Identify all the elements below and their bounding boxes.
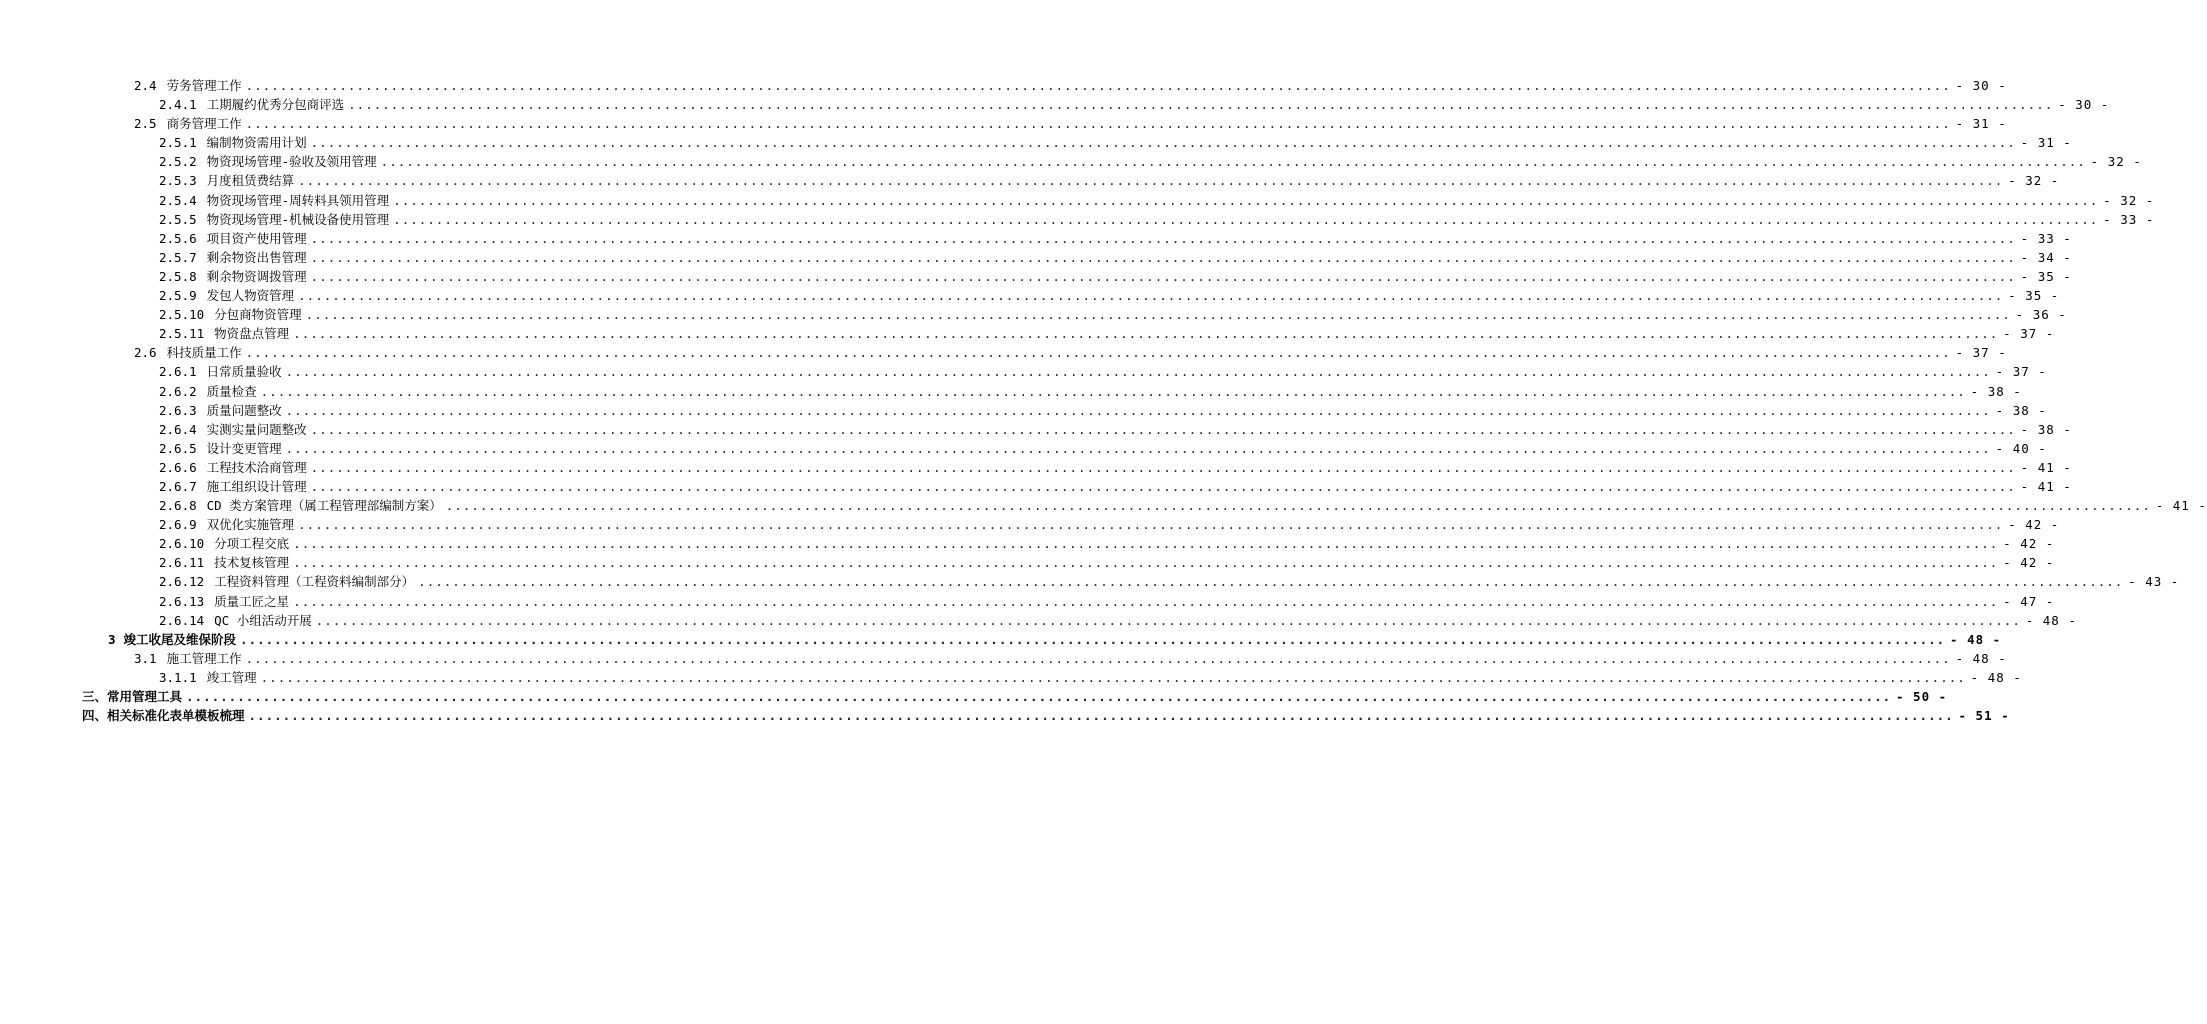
toc-entry[interactable]: [0, 572, 2180, 591]
toc-entry-number: 3: [108, 631, 116, 647]
dot-leader: ........................................................................................................................................................................................................: [445, 498, 2151, 514]
dot-leader: ........................................................................................................................................................................................................: [260, 669, 1966, 685]
toc-entry[interactable]: [0, 191, 2155, 210]
toc-entry[interactable]: [0, 534, 2055, 553]
toc-entry-title: 质量问题整改: [206, 402, 282, 418]
toc-entry-title: 物资现场管理-周转料具领用管理: [206, 192, 390, 208]
toc-entry-page-number: - 41 -: [2020, 478, 2072, 494]
toc-entry-page-number: - 42 -: [2003, 555, 2055, 571]
toc-entry-number: 2.6: [134, 345, 157, 361]
toc-entry[interactable]: [0, 630, 2002, 649]
toc-entry[interactable]: [0, 229, 2072, 248]
dot-leader: ........................................................................................................................................................................................................: [285, 440, 1991, 456]
dot-leader: ........................................................................................................................................................................................................: [315, 612, 2021, 628]
toc-entry-number: 2.5.9: [159, 288, 197, 304]
dot-leader: ........................................................................................................................................................................................................: [310, 421, 2016, 437]
toc-entry[interactable]: [0, 458, 2072, 477]
toc-entry-number: 2.5.11: [159, 326, 205, 342]
toc-entry-page-number: - 48 -: [1970, 669, 2022, 685]
toc-entry[interactable]: [0, 362, 2047, 381]
toc-entry-page-number: - 33 -: [2103, 211, 2155, 227]
toc-entry-title: 剩余物资调拨管理: [206, 268, 307, 284]
toc-entry-number: 2.6.1: [159, 364, 197, 380]
toc-entry-page-number: - 37 -: [1995, 364, 2047, 380]
toc-entry-page-number: - 32 -: [2090, 154, 2142, 170]
toc-entry-title: 设计变更管理: [206, 440, 282, 456]
toc-entry-number: 2.6.6: [159, 459, 197, 475]
toc-entry[interactable]: [0, 420, 2072, 439]
toc-entry-title: QC 小组活动开展: [214, 612, 312, 628]
dot-leader: ........................................................................................................................................................................................................: [240, 631, 1946, 647]
toc-entry-page-number: - 31 -: [2020, 135, 2072, 151]
toc-entry-number: 2.6.7: [159, 478, 197, 494]
toc-entry[interactable]: [0, 248, 2072, 267]
toc-entry-page-number: - 35 -: [2008, 288, 2060, 304]
toc-entry-page-number: - 30 -: [2058, 97, 2110, 113]
toc-entry-page-number: - 38 -: [1970, 383, 2022, 399]
toc-entry[interactable]: [0, 267, 2072, 286]
toc-entry-page-number: - 31 -: [1955, 116, 2007, 132]
toc-entry-number: 2.6.5: [159, 440, 197, 456]
dot-leader: ........................................................................................................................................................................................................: [260, 383, 1966, 399]
toc-entry[interactable]: [0, 76, 2007, 95]
toc-entry-page-number: - 40 -: [1995, 440, 2047, 456]
dot-leader: ........................................................................................................................................................................................................: [298, 288, 2004, 304]
toc-entry-page-number: - 32 -: [2103, 192, 2155, 208]
toc-entry-title: 分项工程交底: [214, 536, 290, 552]
dot-leader: ........................................................................................................................................................................................................: [248, 708, 1954, 724]
toc-entry-title: 物资现场管理-机械设备使用管理: [206, 211, 390, 227]
dot-leader: ........................................................................................................................................................................................................: [310, 249, 2016, 265]
toc-entry-title: 工程资料管理（工程资料编制部分）: [214, 574, 415, 590]
dot-leader: ........................................................................................................................................................................................................: [393, 211, 2099, 227]
toc-entry-title: 科技质量工作: [166, 345, 242, 361]
toc-entry-title: 质量工匠之星: [214, 593, 290, 609]
toc-entry-title: 技术复核管理: [214, 555, 290, 571]
dot-leader: ........................................................................................................................................................................................................: [293, 555, 1999, 571]
toc-entry-page-number: - 37 -: [1955, 345, 2007, 361]
toc-entry[interactable]: [0, 592, 2055, 611]
toc-entry-number: 3.1: [134, 650, 157, 666]
toc-entry-page-number: - 43 -: [2128, 574, 2180, 590]
toc-entry[interactable]: [0, 687, 1948, 706]
dot-leader: ........................................................................................................................................................................................................: [245, 650, 1951, 666]
toc-entry-title: 物资现场管理-验收及领用管理: [206, 154, 377, 170]
toc-entry-number: 2.5.1: [159, 135, 197, 151]
toc-entry-title: CD 类方案管理（属工程管理部编制方案）: [206, 498, 442, 514]
dot-leader: ........................................................................................................................................................................................................: [245, 345, 1951, 361]
toc-entry-page-number: - 50 -: [1896, 689, 1948, 704]
toc-entry-page-number: - 35 -: [2020, 268, 2072, 284]
toc-entry-title: 竣工管理: [206, 669, 257, 685]
toc-entry[interactable]: [0, 305, 2067, 324]
toc-entry[interactable]: [0, 496, 2207, 515]
dot-leader: ........................................................................................................................................................................................................: [310, 230, 2016, 246]
dot-leader: ........................................................................................................................................................................................................: [245, 116, 1951, 132]
table-of-contents: [0, 76, 2207, 725]
toc-entry-page-number: - 37 -: [2003, 326, 2055, 342]
toc-entry-page-number: - 48 -: [2025, 612, 2077, 628]
toc-entry[interactable]: [0, 95, 2110, 114]
toc-entry-title: 工程技术洽商管理: [206, 459, 307, 475]
toc-entry[interactable]: [0, 152, 2142, 171]
dot-leader: ........................................................................................................................................................................................................: [298, 517, 2004, 533]
toc-entry-title: 四、相关标准化表单模板梳理: [82, 708, 245, 724]
toc-entry-number: 2.6.14: [159, 612, 205, 628]
toc-entry[interactable]: [0, 171, 2060, 190]
toc-entry-page-number: - 32 -: [2008, 173, 2060, 189]
toc-entry-number: 2.5.8: [159, 268, 197, 284]
toc-entry[interactable]: [0, 210, 2155, 229]
toc-entry-title: 日常质量验收: [206, 364, 282, 380]
dot-leader: ........................................................................................................................................................................................................: [418, 574, 2124, 590]
toc-entry[interactable]: [0, 439, 2047, 458]
toc-entry-number: 2.4.1: [159, 97, 197, 113]
toc-entry-page-number: - 47 -: [2003, 593, 2055, 609]
dot-leader: ........................................................................................................................................................................................................: [305, 307, 2011, 323]
toc-entry-number: 2.6.2: [159, 383, 197, 399]
dot-leader: ........................................................................................................................................................................................................: [310, 135, 2016, 151]
toc-entry-number: 2.5.4: [159, 192, 197, 208]
dot-leader: ........................................................................................................................................................................................................: [310, 478, 2016, 494]
dot-leader: ........................................................................................................................................................................................................: [310, 268, 2016, 284]
toc-entry-title: 双优化实施管理: [206, 517, 295, 533]
dot-leader: ........................................................................................................................................................................................................: [380, 154, 2086, 170]
toc-entry-title: 分包商物资管理: [214, 307, 302, 323]
toc-entry-number: 2.6.11: [159, 555, 205, 571]
toc-entry-title: 三、常用管理工具: [82, 689, 183, 704]
toc-entry[interactable]: [0, 401, 2047, 420]
toc-entry-title: 月度租赁费结算: [206, 173, 295, 189]
toc-entry-number: 3.1.1: [159, 669, 197, 685]
toc-entry-title: 劳务管理工作: [166, 78, 242, 93]
dot-leader: ........................................................................................................................................................................................................: [285, 364, 1991, 380]
toc-entry-number: 2.6.3: [159, 402, 197, 418]
toc-entry-page-number: - 33 -: [2020, 230, 2072, 246]
toc-entry-number: 2.5.10: [159, 307, 205, 323]
toc-entry[interactable]: [0, 382, 2022, 401]
toc-entry[interactable]: [0, 611, 2077, 630]
toc-entry-number: 2.6.13: [159, 593, 205, 609]
toc-entry[interactable]: [0, 343, 2007, 362]
toc-entry-title: 施工组织设计管理: [206, 478, 307, 494]
dot-leader: ........................................................................................................................................................................................................: [293, 593, 1999, 609]
toc-entry[interactable]: [0, 515, 2060, 534]
toc-entry-number: 2.6.8: [159, 498, 197, 514]
toc-entry-page-number: - 34 -: [2020, 249, 2072, 265]
toc-entry[interactable]: [0, 133, 2072, 152]
dot-leader: ........................................................................................................................................................................................................: [293, 536, 1999, 552]
toc-entry-title: 施工管理工作: [166, 650, 242, 666]
toc-entry-title: 竣工收尾及维保阶段: [123, 631, 237, 647]
dot-leader: ........................................................................................................................................................................................................: [186, 689, 1892, 704]
toc-entry-title: 工期履约优秀分包商评选: [206, 97, 345, 113]
dot-leader: ........................................................................................................................................................................................................: [298, 173, 2004, 189]
dot-leader: ........................................................................................................................................................................................................: [348, 97, 2054, 113]
toc-entry[interactable]: [0, 553, 2055, 572]
toc-entry[interactable]: [0, 324, 2055, 343]
toc-entry-number: 2.5.6: [159, 230, 197, 246]
toc-entry[interactable]: [0, 286, 2060, 305]
dot-leader: ........................................................................................................................................................................................................: [293, 326, 1999, 342]
toc-entry-number: 2.6.10: [159, 536, 205, 552]
toc-entry-page-number: - 48 -: [1950, 631, 2002, 647]
toc-entry[interactable]: [0, 668, 2022, 687]
toc-entry-number: 2.6.4: [159, 421, 197, 437]
toc-entry-title: 物资盘点管理: [214, 326, 290, 342]
toc-entry[interactable]: [0, 114, 2007, 133]
toc-entry-page-number: - 41 -: [2020, 459, 2072, 475]
dot-leader: ........................................................................................................................................................................................................: [393, 192, 2099, 208]
dot-leader: ........................................................................................................................................................................................................: [310, 459, 2016, 475]
toc-entry-number: 2.5.2: [159, 154, 197, 170]
toc-entry-number: 2.5.7: [159, 249, 197, 265]
toc-entry-page-number: - 41 -: [2155, 498, 2207, 514]
toc-entry-page-number: - 42 -: [2008, 517, 2060, 533]
toc-entry-number: 2.5: [134, 116, 157, 132]
toc-entry-title: 质量检查: [206, 383, 257, 399]
toc-entry-title: 商务管理工作: [166, 116, 242, 132]
toc-entry-title: 编制物资需用计划: [206, 135, 307, 151]
toc-entry-page-number: - 42 -: [2003, 536, 2055, 552]
toc-entry-page-number: - 36 -: [2015, 307, 2067, 323]
dot-leader: ........................................................................................................................................................................................................: [285, 402, 1991, 418]
toc-entry[interactable]: [0, 649, 2007, 668]
toc-entry-page-number: - 48 -: [1955, 650, 2007, 666]
toc-entry-number: 2.5.5: [159, 211, 197, 227]
toc-entry-number: 2.6.12: [159, 574, 205, 590]
toc-entry-number: 2.5.3: [159, 173, 197, 189]
toc-entry-title: 剩余物资出售管理: [206, 249, 307, 265]
toc-entry[interactable]: [0, 477, 2072, 496]
toc-entry-page-number: - 38 -: [2020, 421, 2072, 437]
toc-entry-page-number: - 30 -: [1955, 78, 2007, 93]
toc-entry-number: 2.6.9: [159, 517, 197, 533]
toc-entry-page-number: - 51 -: [1958, 708, 2010, 724]
toc-entry-title: 项目资产使用管理: [206, 230, 307, 246]
toc-entry-page-number: - 38 -: [1995, 402, 2047, 418]
dot-leader: ........................................................................................................................................................................................................: [245, 78, 1951, 93]
toc-entry-title: 实测实量问题整改: [206, 421, 307, 437]
toc-entry-number: 2.4: [134, 78, 157, 93]
toc-entry-title: 发包人物资管理: [206, 288, 295, 304]
toc-entry[interactable]: [0, 706, 2010, 725]
